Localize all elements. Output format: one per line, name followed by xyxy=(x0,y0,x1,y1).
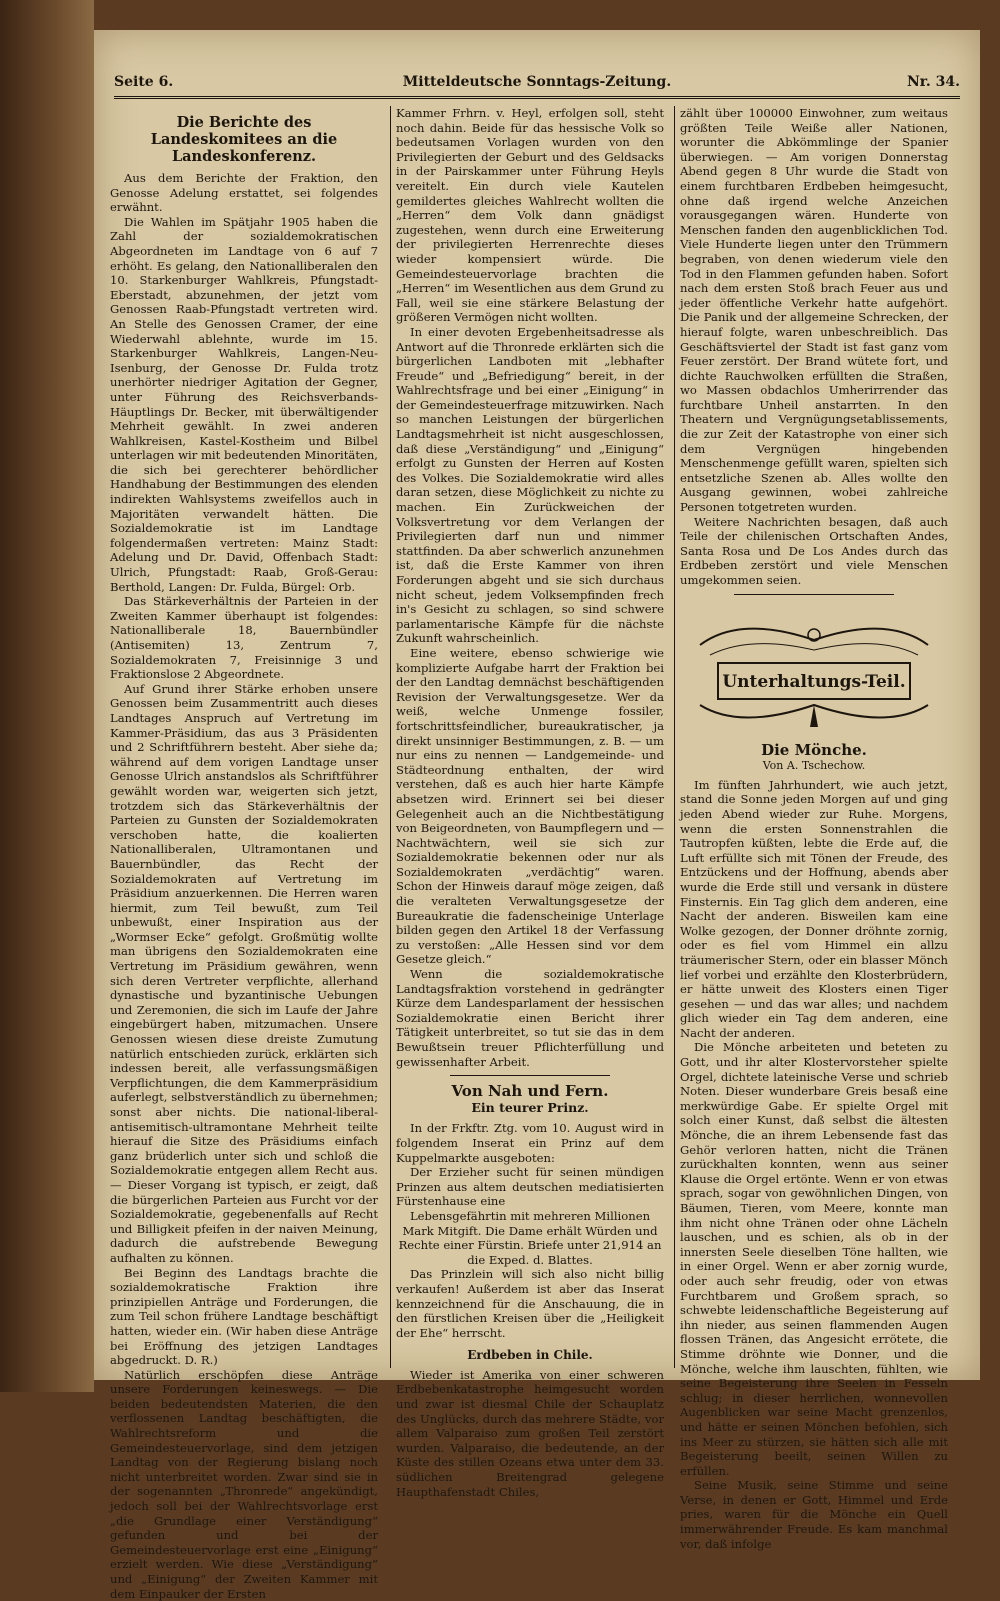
issue-number: Nr. 34. xyxy=(907,74,960,90)
story-title: Die Mönche. xyxy=(761,740,867,759)
paragraph: Auf Grund ihrer Stärke erhoben unsere Genossen beim Zusammentritt auch dieses Landtages Anspruch auf Vertretung im Kammer-Präsidium, das aus 3 Präsidenten und 2 Schriftführern besteht. Aber siehe da; während auf dem vorigen Landtage unser Genosse Ulrich anstandslos als Schriftführer gewählt worden war, weigerten sich jetzt, trotzdem sich das Stärkeverhältnis der Parteien zu Gunsten der Sozialdemokraten verschoben hatte, die koalierten Nationalliberalen, Ultramontanen und Bauernbündler, das Recht der Sozialdemokraten auf Vertretung im Präsidium anzuerkennen. Die Herren waren hiermit, zum Teil bewußt, zum Teil unbewußt, einer Inspiration aus der „Wormser Ecke“ gefolgt. Großmütig wollte man übrigens den Sozialdemokraten eine Vertretung im Präsidium gewähren, wenn sich deren Vertreter verpflichte, allerhand dynastische und byzantinische Uebungen und Zeremonien, die sich im Laufe der Jahre eingebürgert haben, mitzumachen. Unsere Genossen wiesen diese dreiste Zumutung natürlich entschieden zurück, erklärten sich indessen bereit, alle verfassungsmäßigen Verpflichtungen, die dem Kammerpräsidium auferlegt, selbstverständlich zu übernehmen; sonst aber nichts. Die national-liberal-antisemitisch-ultramontane Mehrheit teilte hierauf die Sitze des Präsidiums einfach ganz brüderlich unter sich und schloß die Sozialdemokratie entgegen allem Recht aus. — Dieser Vorgang ist typisch, er zeigt, daß die bürgerlichen Parteien aus Furcht vor der Sozialdemokratie, gegebenenfalls auf Recht und Billigkeit pfeifen in der naiven Meinung, dadurch die aufstrebende Bewegung aufhalten zu können. xyxy=(110,681,378,1265)
page-header xyxy=(114,68,960,96)
header-rule xyxy=(114,96,960,99)
paragraph: Aus dem Berichte der Fraktion, den Genosse Adelung erstattet, sei folgendes erwähnt. xyxy=(110,171,378,215)
ornament-title: Unterhaltungs-Teil. xyxy=(722,671,906,692)
paragraph: Natürlich erschöpfen diese Anträge unsere Forderungen keineswegs. — Die beiden bedeutendsten Materien, die den verflossenen Landtag beschäftigten, die Wahlrechtsreform und die Gemeindesteuervorlage, sind dem jetzigen Landtag von der Regierung bislang noch nicht unterbreitet worden. Zwar sind sie in der sogenannten „Thronrede“ angekündigt, jedoch soll bei der Wahlrechtsvorlage erst „die Grundlage einer Verständigung“ gefunden und bei der Gemeindesteuervorlage erst eine „Einigung“ erzielt werden. Wie diese „Verständigung“ und „Einigung“ der Zweiten Kammer mit dem Einpauker der Ersten xyxy=(110,1367,378,1601)
paragraph: In einer devoten Ergebenheitsadresse als Antwort auf die Thronrede erklärten sich die bürgerlichen Landboten mit „lebhafter Freude“ und „Befriedigung“ bereit, in der Wahlrechtsfrage und bei einer „Einigung“ in der Gemeindesteuerfrage mitzuwirken. Nach so manchen Leistungen der bürgerlichen Landtagsmehrheit ist nicht ausgeschlossen, daß diese „Verständigung“ und „Einigung“ erfolgt zu Gunsten der Herren auf Kosten des Volkes. Die Sozialdemokratie wird alles daran setzen, diese Möglichkeit zu nichte zu machen. Ein Zurückweichen der Volksvertretung vor dem Verlangen der Privilegierten darf nun und nimmer stattfinden. Da aber schwerlich anzunehmen ist, daß die Erste Kammer von ihren Forderungen abgeht und sie sich durchaus nicht scheut, jedem Volksempfinden frech in's Gesicht zu schlagen, so sind schwere parlamentarische Kämpfe für die nächste Zukunft wahrscheinlich. xyxy=(396,324,664,646)
page-number: Seite 6. xyxy=(114,74,174,90)
separator xyxy=(450,1075,611,1076)
column-3 xyxy=(680,106,948,1551)
column-2 xyxy=(396,106,664,1499)
paragraph: zählt über 100000 Einwohner, zum weitaus größten Teile Weiße aller Nationen, worunter die Abkömmlinge der Spanier überwiegen. — Am vorigen Donnerstag Abend gegen 8 Uhr wurde die Stadt von einem furchtbaren Erdbeben heimgesucht, ohne daß irgend welche Anzeichen vorausgegangen wären. Hunderte von Menschen fanden den augenblicklichen Tod. Viele Hunderte liegen unter den Trümmern begraben, von denen wiederum viele den Tod in den Flammen gefunden haben. Sofort nach dem ersten Stoß brach Feuer aus und jeder öffentliche Verkehr hatte aufgehört. Die Panik und der allgemeine Schrecken, der hierauf folgte, waren unbeschreiblich. Das Geschäftsviertel der Stadt ist fast ganz vom Feuer zerstört. Der Brand wütete fort, und dichte Rauchwolken erfüllten die Straßen, wo Massen obdachlos Umherirrender das furchtbare Unheil anstarrten. In den Theatern und Vergnügungsetablissements, die zur Zeit der Katastrophe von einer sich dem Vergnügen hingebenden Menschenmenge gefüllt waren, spielten sich entsetzliche Szenen ab. Alles wollte den Ausgang gewinnen, wobei zahlreiche Personen totgetreten wurden. xyxy=(680,106,948,515)
subheading: Ein teurer Prinz. xyxy=(471,1099,589,1115)
newspaper-page xyxy=(94,30,980,1601)
newspaper-title: Mitteldeutsche Sonntags-Zeitung. xyxy=(402,74,672,90)
book-spine xyxy=(0,0,94,1392)
article-title: Die Berichte des Landeskomitees an die Landeskonferenz. xyxy=(150,114,338,165)
paragraph: Eine weitere, ebenso schwierige wie komplizierte Aufgabe harrt der Fraktion bei der den Landtag demnächst beschäftigenden Revision der Verwaltungsgesetze. Wer da weiß, welche Unmenge fossiler, fortschrittsfeindlicher, bureaukratischer, ja direkt unsinniger Bestimmungen, z. B. — um nur eins zu nennen — Landgemeinde- und Städteordnung enthalten, der wird verstehen, daß es auch hier harte Kämpfe absetzen wird. Erinnert sei bei dieser Gelegenheit auch an die Nichtbestätigung von Beigeordneten, von Baumpflegern und — Nachtwächtern, weil sie sich zur Sozialdemokratie bekennen oder nur als Sozialdemokraten „verdächtig“ waren. Schon der Hinweis darauf möge zeigen, daß die veralteten Verwaltungsgesetze der Bureaukratie die fadenscheinige Unterlage bilden gegen den Artikel 18 der Verfassung zu verstoßen: „Alle Hessen sind vor dem Gesetze gleich.“ xyxy=(396,645,664,967)
paragraph: Die Wahlen im Spätjahr 1905 haben die Zahl der sozialdemokratischen Abgeordneten im Landtage von 6 auf 7 erhöht. Es gelang, den Nationalliberalen den 10. Starkenburger Wahlkreis, Pfungstadt-Eberstadt, abzunehmen, der jetzt vom Genossen Raab-Pfungstadt vertreten wird. An Stelle des Genossen Cramer, der eine Wiederwahl ablehnte, wurde im 15. Starkenburger Wahlkreis, Langen-Neu-Isenburg, der Genosse Dr. Fulda trotz unerhörter niedriger Agitation der Gegner, unter Führung des Reichsverbands-Häuptlings Dr. Becker, mit überwältigender Mehrheit gewählt. In zwei anderen Wahlkreisen, Kastel-Kostheim und Bilbel unterlagen wir mit bedeutenden Minoritäten, die sich bei gerechterer behördlicher Handhabung der Bestimmungen des elenden indirekten Wahlsystems zweifellos auch in Majoritäten verwandelt hätten. Die Sozialdemokratie ist im Landtage folgendermaßen vertreten: Mainz Stadt: Adelung und Dr. David, Offenbach Stadt: Ulrich, Pfungstadt: Raab, Groß-Gerau: Berthold, Langen: Dr. Fulda, Bürgel: Orb. xyxy=(110,214,378,594)
column-divider xyxy=(674,106,675,1368)
separator xyxy=(734,594,895,595)
paragraph: Der Erzieher sucht für seinen mündigen Prinzen aus altem deutschen mediatisierten Fürstenhause eine xyxy=(396,1165,664,1209)
paragraph: Bei Beginn des Landtags brachte die sozialdemokratische Fraktion ihre prinzipiellen Anträge und Forderungen, die zum Teil schon frühere Landtage beschäftigt hatten, wieder ein. (Wir haben diese Anträge bei Eröffnung des jetzigen Landtages abgedruckt. D. R.) xyxy=(110,1265,378,1368)
paragraph: Die Mönche arbeiteten und beteten zu Gott, und ihr alter Klostervorsteher spielte Orgel, dichtete lateinische Verse und schrieb Noten. Dieser wunderbare Greis besaß eine merkwürdige Gabe. Er spielte Orgel mit solch einer Kunst, daß selbst die ältesten Mönche, die an ihrem Lebensende fast das Gehör verloren hatten, nicht die Tränen zurückhalten konnten, wenn aus seiner Klause die Orgel ertönte. Wenn er von etwas sprach, sogar von gewöhnlichen Dingen, von Bäumen, Tieren, vom Meere, konnte man ihm nicht ohne Tränen oder ohne Lächeln lauschen, und es schien, als ob in der innersten Seele dieselben Töne hallten, wie in einer Orgel. Wenn er aber zornig wurde, oder auch sehr freudig, oder von etwas Furchtbarem und Großem sprach, so schwebte leidenschaftliche Begeisterung auf ihn nieder, aus seinen flammenden Augen flossen Tränen, das Angesicht errötete, die Stimme dröhnte wie Donner, und die Mönche, welche ihm lauschten, fühlten, wie seine Begeisterung ihre Seelen in Fesseln schlug; in dieser herrlichen, wonnevollen Augenblicken war seine Macht grenzenlos, und hätte er seinen Mönchen befohlen, sich ins Meer zu stürzen, sie hätten sich alle mit Begeisterung beeilt, seinen Willen zu erfüllen. xyxy=(680,1040,948,1478)
section-title: Von Nah und Fern. xyxy=(451,1082,609,1101)
paragraph: Das Prinzlein will sich also nicht billig verkaufen! Außerdem ist aber das Inserat kennzeichnend für die Anschauung, die in den fürstlichen Kreisen über die „Heiligkeit der Ehe“ herrscht. xyxy=(396,1267,664,1340)
paragraph: Im fünften Jahrhundert, wie auch jetzt, stand die Sonne jeden Morgen auf und ging jeden Abend wieder zur Ruhe. Morgens, wenn die ersten Sonnenstrahlen die Tautropfen küßten, lebte die Erde auf, die Luft erfüllte sich mit Tönen der Freude, des Entzückens und der Hoffnung, abends aber wurde die Erde still und versank in düstere Finsternis. Ein Tag glich dem anderen, eine Nacht der anderen. Bisweilen kam eine Wolke gezogen, der Donner dröhnte zornig, oder es fiel vom Himmel ein allzu träumerischer Stern, oder ein blasser Mönch lief vorbei und erzählte den Klosterbrüdern, er hätte unweit des Klosters einen Tiger gesehen — und das war alles; und nachdem glich wieder ein Tag dem anderen, eine Nacht der anderen. xyxy=(680,777,948,1040)
column-1 xyxy=(110,106,378,1601)
paragraph: Lebensgefährtin mit mehreren Millionen Mark Mitgift. Die Dame erhält Würden und Rechte einer Fürstin. Briefe unter 21,914 an die Exped. d. Blattes. xyxy=(398,1208,662,1267)
unterhaltung-ornament xyxy=(680,605,948,735)
paragraph: Seine Musik, seine Stimme und seine Verse, in denen er Gott, Himmel und Erde pries, waren für die Mönche ein Quell immerwährender Freude. Es kam manchmal vor, daß infolge xyxy=(680,1478,948,1551)
paragraph: In der Frkftr. Ztg. vom 10. August wird in folgendem Inserat ein Prinz auf dem Kuppelmarkte ausgeboten: xyxy=(396,1121,664,1165)
column-divider xyxy=(390,106,391,1368)
story-author: Von A. Tschechow. xyxy=(762,759,866,773)
paragraph: Weitere Nachrichten besagen, daß auch Teile der chilenischen Ortschaften Andes, Santa Rosa und De Los Andes durch das Erdbeben zerstört und viele Menschen umgekommen seien. xyxy=(680,514,948,587)
paragraph: Kammer Frhrn. v. Heyl, erfolgen soll, steht noch dahin. Beide für das hessische Volk so bedeutsamen Vorlagen wurden von den Privilegierten der Geburt und des Geldsacks in der Pairskammer unter Führung Heyls vereitelt. Ein durch viele Kautelen gemildertes gleiches Wahlrecht wollten die „Herren“ dem Volk dann gnädigst zugestehen, wenn durch eine Erweiterung der privilegierten Herrenrechte dieses wieder kompensiert würde. Die Gemeindesteuervorlage brachten die „Herren“ im Wesentlichen aus dem Grund zu Fall, weil sie eine stärkere Belastung der größeren Vermögen nicht wollten. xyxy=(396,106,664,325)
paragraph: Wenn die sozialdemokratische Landtagsfraktion vorstehend in gedrängter Kürze dem Landesparlament der hessischen Sozialdemokratie einen Bericht ihrer Tätigkeit unterbreitet, so tut sie das in dem Bewußtsein treuer Pflichterfüllung und gewissenhafter Arbeit. xyxy=(396,967,664,1069)
paragraph: Das Stärkeverhältnis der Parteien in der Zweiten Kammer überhaupt ist folgendes: Nationalliberale 18, Bauernbündler (Antisemiten) 13, Zentrum 7, Sozialdemokraten 7, Freisinnige 3 und Fraktionslose 2 Abgeordnete. xyxy=(110,594,378,682)
paragraph: Wieder ist Amerika von einer schweren Erdbebenkatastrophe heimgesucht worden und zwar ist diesmal Chile der Schauplatz des Unglücks, durch das mehrere Städte, vor allem Valparaiso zum großen Teil zerstört wurden. Valparaiso, die bedeutende, an der Küste des stillen Ozeans etwa unter dem 33. südlichen Breitengrad gelegene Haupthafenstadt Chiles, xyxy=(396,1367,664,1499)
subheading: Erdbeben in Chile. xyxy=(467,1348,593,1363)
